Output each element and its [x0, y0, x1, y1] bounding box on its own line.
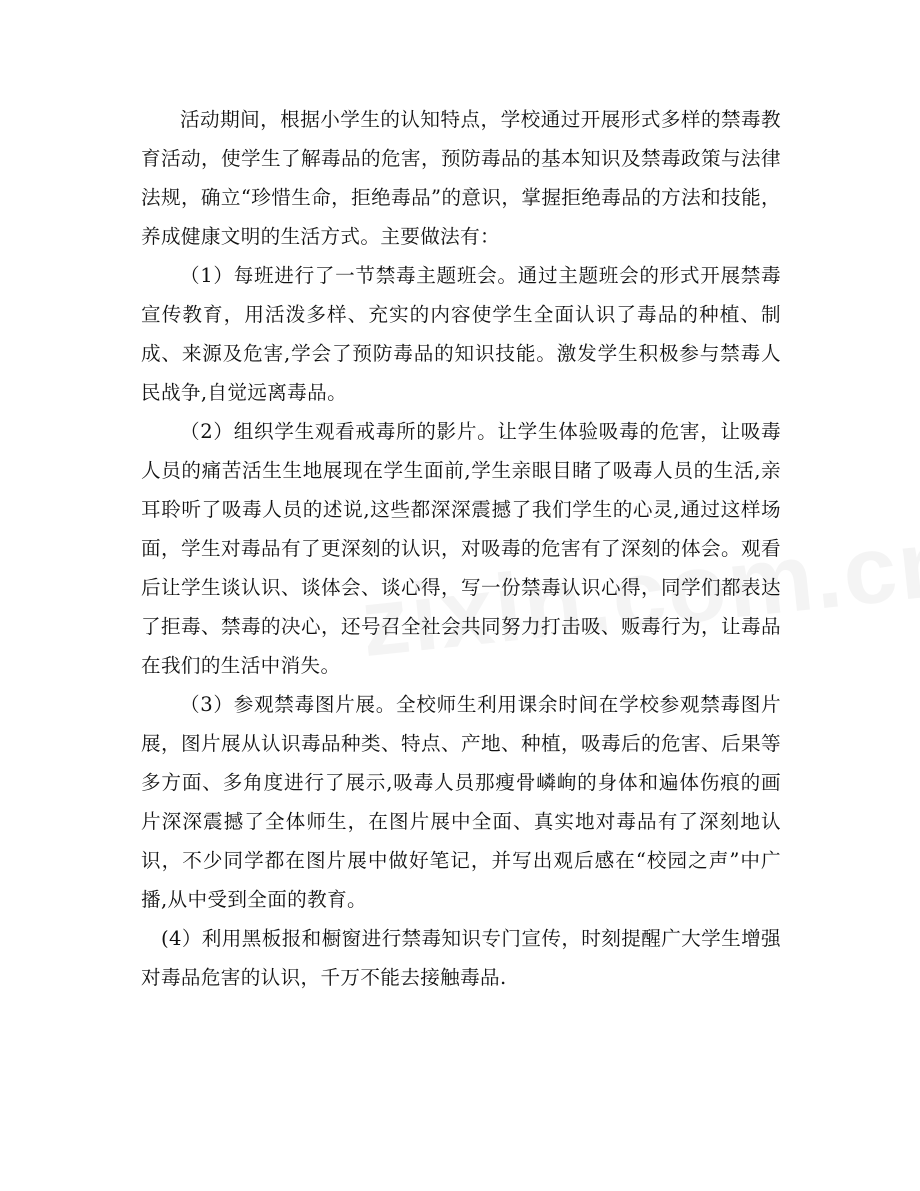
item-1-paragraph: （1）每班进行了一节禁毒主题班会。通过主题班会的形式开展禁毒宣传教育，用活泼多样、充实的内容使学生全面认识了毒品的种植、制成、来源及危害,学会了预防毒品的知识技能。激发学生积极参与禁毒人民战争,自觉远离毒品。 [141, 264, 781, 404]
item-4-paragraph: (4）利用黑板报和橱窗进行禁毒知识专门宣传，时刻提醒广大学生增强对毒品危害的认识，千万不能去接触毒品. [141, 927, 781, 989]
item-2-paragraph: （2）组织学生观看戒毒所的影片。让学生体验吸毒的危害，让吸毒人员的痛苦活生生地展现在学生面前,学生亲眼目睹了吸毒人员的生活,亲耳聆听了吸毒人员的述说,这些都深深震撼了我们学生的心灵,通过这样场面，学生对毒品有了更深刻的认识，对吸毒的危害有了深刻的体会。观看后让学生谈认识、谈体会、谈心得，写一份禁毒认识心得，同学们都表达了拒毒、禁毒的决心，还号召全社会共同努力打击吸、贩毒行为，让毒品在我们的生活中消失。 [141, 420, 781, 677]
intro-paragraph: 活动期间，根据小学生的认知特点，学校通过开展形式多样的禁毒教育活动，使学生了解毒品的危害，预防毒品的基本知识及禁毒政策与法律法规，确立“珍惜生命，拒绝毒品”的意识，掌握拒绝毒品的方法和技能，养成健康文明的生活方式。主要做法有： [141, 108, 781, 248]
item-3-paragraph: （3）参观禁毒图片展。全校师生利用课余时间在学校参观禁毒图片展，图片展从认识毒品种类、特点、产地、种植，吸毒后的危害、后果等多方面、多角度进行了展示,吸毒人员那瘦骨嶙峋的身体和遍体伤痕的画片深深震撼了全体师生，在图片展中全面、真实地对毒品有了深刻地认识，不少同学都在图片展中做好笔记，并写出观后感在“校园之声”中广播,从中受到全面的教育。 [141, 693, 781, 911]
document-body [141, 100, 781, 997]
